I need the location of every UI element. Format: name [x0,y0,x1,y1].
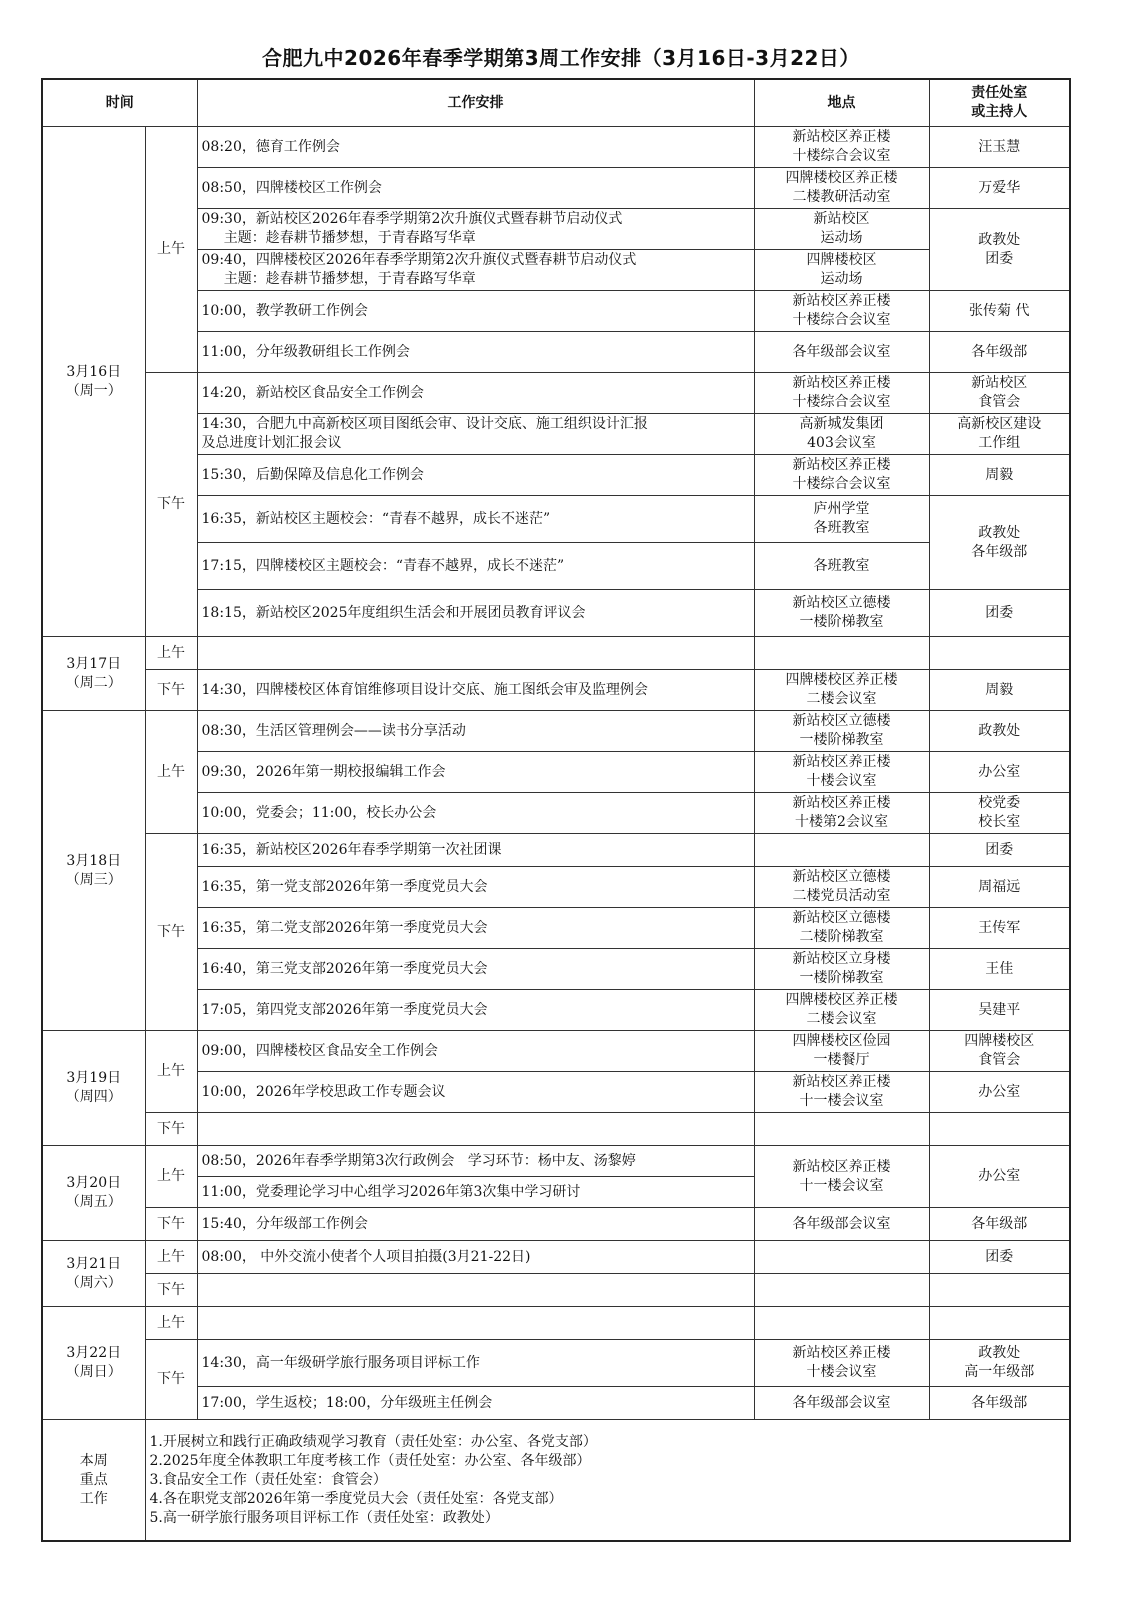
owner-cell: 各年级部 [929,1387,1070,1420]
owner-cell: 汪玉慧 [929,127,1070,168]
place-cell: 新站校区立德楼 二楼党员活动室 [754,867,929,908]
place-cell: 各年级部会议室 [754,332,929,373]
place-cell: 新站校区养正楼 十楼综合会议室 [754,373,929,414]
place-cell: 四牌楼校区养正楼 二楼教研活动室 [754,168,929,209]
place-cell: 庐州学堂 各班教室 [754,496,929,543]
owner-cell: 吴建平 [929,990,1070,1031]
half-pm: 下午 [145,834,197,1031]
focus-item: 1.开展树立和践行正确政绩观学习教育（责任处室：办公室、各党支部） [149,1433,597,1450]
half-pm: 下午 [145,1274,197,1307]
place-cell [754,834,929,867]
place-cell: 新站校区立身楼 一楼阶梯教室 [754,949,929,990]
place-cell: 新站校区养正楼 十楼会议室 [754,1340,929,1387]
half-am: 上午 [145,127,197,373]
half-pm: 下午 [145,670,197,711]
owner-cell: 政教处 高一年级部 [929,1340,1070,1387]
owner-cell: 周福远 [929,867,1070,908]
work-cell: 09:40，四牌楼校区2026年春季学期第2次升旗仪式暨春耕节启动仪式 主题：趁春耕节播梦想，于青春路写华章 [197,250,754,291]
owner-cell [929,1307,1070,1340]
day-label: 3月20日 （周五） [42,1146,145,1241]
place-cell: 各年级部会议室 [754,1208,929,1241]
owner-cell [929,1274,1070,1307]
place-cell [754,1307,929,1340]
table-row [42,414,1070,455]
place-cell [754,1241,929,1274]
owner-cell: 四牌楼校区 食管会 [929,1031,1070,1072]
focus-item: 4.各在职党支部2026年第一季度党员大会（责任处室：各党支部） [149,1490,563,1507]
half-pm: 下午 [145,1208,197,1241]
header-place: 地点 [754,79,929,127]
table-row [42,373,1070,414]
place-cell [754,1113,929,1146]
owner-cell: 万爱华 [929,168,1070,209]
half-pm: 下午 [145,1113,197,1146]
work-cell: 08:50，2026年春季学期第3次行政例会 学习环节：杨中友、汤黎婷 [197,1146,754,1177]
page-title: 合肥九中2026年春季学期第3周工作安排（3月16日-3月22日） [262,46,860,70]
work-cell: 09:30，2026年第一期校报编辑工作会 [197,752,754,793]
place-cell: 新站校区立德楼 一楼阶梯教室 [754,590,929,637]
header-work: 工作安排 [197,79,754,127]
place-cell: 新站校区养正楼 十一楼会议室 [754,1146,929,1208]
work-cell: 18:15，新站校区2025年度组织生活会和开展团员教育评议会 [197,590,754,637]
table-row [42,1146,1070,1177]
table-row [42,496,1070,543]
work-cell [197,1274,754,1307]
work-cell: 14:20，新站校区食品安全工作例会 [197,373,754,414]
table-row [42,908,1070,949]
work-cell [197,1113,754,1146]
half-am: 上午 [145,637,197,670]
work-cell: 14:30，合肥九中高新校区项目图纸会审、设计交底、施工组织设计汇报 及总进度计划汇报会议 [197,414,754,455]
owner-cell: 新站校区 食管会 [929,373,1070,414]
table-row [42,1113,1070,1146]
owner-cell [929,637,1070,670]
table-row [42,1274,1070,1307]
half-pm: 下午 [145,1340,197,1420]
table-row [42,711,1070,752]
table-row [42,637,1070,670]
header-time: 时间 [42,79,197,127]
half-am: 上午 [145,711,197,834]
table-row [42,455,1070,496]
table-row [42,127,1070,168]
place-cell: 四牌楼校区养正楼 二楼会议室 [754,670,929,711]
owner-cell: 办公室 [929,1146,1070,1208]
work-cell: 10:00，教学教研工作例会 [197,291,754,332]
owner-cell: 周毅 [929,670,1070,711]
work-cell [197,1307,754,1340]
work-cell: 14:30，高一年级研学旅行服务项目评标工作 [197,1340,754,1387]
half-am: 上午 [145,1146,197,1208]
place-cell: 新站校区立德楼 二楼阶梯教室 [754,908,929,949]
owner-cell: 政教处 各年级部 [929,496,1070,590]
day-label: 3月16日 （周一） [42,127,145,637]
focus-list [145,1420,1070,1542]
table-row [42,1340,1070,1387]
place-cell: 高新城发集团 403会议室 [754,414,929,455]
owner-cell: 张传菊 代 [929,291,1070,332]
table-row [42,949,1070,990]
table-row [42,543,1070,590]
schedule-table [41,78,1071,1542]
work-cell: 11:00，党委理论学习中心组学习2026年第3次集中学习研讨 [197,1177,754,1208]
place-cell: 四牌楼校区 运动场 [754,250,929,291]
owner-cell: 校党委 校长室 [929,793,1070,834]
owner-cell: 王佳 [929,949,1070,990]
header-owner: 责任处室 或主持人 [929,79,1070,127]
table-row [42,250,1070,291]
table-row [42,1031,1070,1072]
table-row [42,291,1070,332]
place-cell: 新站校区养正楼 十楼综合会议室 [754,127,929,168]
owner-cell: 王传军 [929,908,1070,949]
focus-item: 5.高一研学旅行服务项目评标工作（责任处室：政教处） [149,1509,499,1526]
owner-cell: 高新校区建设 工作组 [929,414,1070,455]
work-cell: 09:00，四牌楼校区食品安全工作例会 [197,1031,754,1072]
owner-cell: 团委 [929,834,1070,867]
table-row [42,209,1070,250]
owner-cell: 办公室 [929,1072,1070,1113]
half-am: 上午 [145,1241,197,1274]
table-row [42,1072,1070,1113]
work-cell: 14:30，四牌楼校区体育馆维修项目设计交底、施工图纸会审及监理例会 [197,670,754,711]
work-cell: 09:30，新站校区2026年春季学期第2次升旗仪式暨春耕节启动仪式 主题：趁春耕节播梦想，于青春路写华章 [197,209,754,250]
place-cell: 新站校区养正楼 十楼会议室 [754,752,929,793]
place-cell: 各班教室 [754,543,929,590]
work-cell: 16:35，第二党支部2026年第一季度党员大会 [197,908,754,949]
table-row [42,834,1070,867]
focus-row [42,1420,1070,1542]
work-cell: 16:35，第一党支部2026年第一季度党员大会 [197,867,754,908]
day-label: 3月18日 （周三） [42,711,145,1031]
place-cell [754,1274,929,1307]
day-label: 3月19日 （周四） [42,1031,145,1146]
table-row [42,590,1070,637]
work-cell: 15:40，分年级部工作例会 [197,1208,754,1241]
table-row [42,670,1070,711]
half-am: 上午 [145,1307,197,1340]
work-cell [197,637,754,670]
owner-cell: 周毅 [929,455,1070,496]
work-cell: 08:00， 中外交流小使者个人项目拍摄(3月21-22日) [197,1241,754,1274]
table-row [42,1241,1070,1274]
work-cell: 10:00，2026年学校思政工作专题会议 [197,1072,754,1113]
table-row [42,332,1070,373]
focus-label: 本周 重点 工作 [42,1420,145,1542]
work-cell: 10:00，党委会；11:00，校长办公会 [197,793,754,834]
owner-cell: 各年级部 [929,332,1070,373]
place-cell: 新站校区 运动场 [754,209,929,250]
work-cell: 11:00，分年级教研组长工作例会 [197,332,754,373]
work-cell: 16:40，第三党支部2026年第一季度党员大会 [197,949,754,990]
owner-cell: 办公室 [929,752,1070,793]
focus-item: 3.食品安全工作（责任处室：食管会） [149,1471,387,1488]
half-am: 上午 [145,1031,197,1113]
table-row [42,867,1070,908]
place-cell: 四牌楼校区俭园 一楼餐厅 [754,1031,929,1072]
place-cell: 新站校区养正楼 十楼综合会议室 [754,291,929,332]
owner-cell: 各年级部 [929,1208,1070,1241]
place-cell: 新站校区养正楼 十楼第2会议室 [754,793,929,834]
work-cell: 17:15，四牌楼校区主题校会：“青春不越界，成长不迷茫” [197,543,754,590]
owner-cell: 政教处 团委 [929,209,1070,291]
day-label: 3月17日 （周二） [42,637,145,711]
table-row [42,1307,1070,1340]
owner-cell [929,1113,1070,1146]
day-label: 3月22日 （周日） [42,1307,145,1420]
table-row [42,1208,1070,1241]
header-row [42,79,1070,127]
work-cell: 16:35，新站校区主题校会：“青春不越界，成长不迷茫” [197,496,754,543]
place-cell: 四牌楼校区养正楼 二楼会议室 [754,990,929,1031]
work-cell: 17:00，学生返校；18:00，分年级班主任例会 [197,1387,754,1420]
work-cell: 17:05，第四党支部2026年第一季度党员大会 [197,990,754,1031]
work-cell: 16:35，新站校区2026年春季学期第一次社团课 [197,834,754,867]
owner-cell: 政教处 [929,711,1070,752]
table-row [42,990,1070,1031]
half-pm: 下午 [145,373,197,637]
place-cell: 新站校区养正楼 十一楼会议室 [754,1072,929,1113]
owner-cell: 团委 [929,1241,1070,1274]
focus-item: 2.2025年度全体教职工年度考核工作（责任处室：办公室、各年级部） [149,1452,591,1469]
table-row [42,793,1070,834]
place-cell [754,637,929,670]
work-cell: 15:30，后勤保障及信息化工作例会 [197,455,754,496]
table-row [42,168,1070,209]
owner-cell: 团委 [929,590,1070,637]
day-label: 3月21日 （周六） [42,1241,145,1307]
work-cell: 08:30，生活区管理例会——读书分享活动 [197,711,754,752]
place-cell: 新站校区养正楼 十楼综合会议室 [754,455,929,496]
work-cell: 08:20，德育工作例会 [197,127,754,168]
place-cell: 新站校区立德楼 一楼阶梯教室 [754,711,929,752]
work-cell: 08:50，四牌楼校区工作例会 [197,168,754,209]
table-row [42,752,1070,793]
table-row [42,1387,1070,1420]
place-cell: 各年级部会议室 [754,1387,929,1420]
